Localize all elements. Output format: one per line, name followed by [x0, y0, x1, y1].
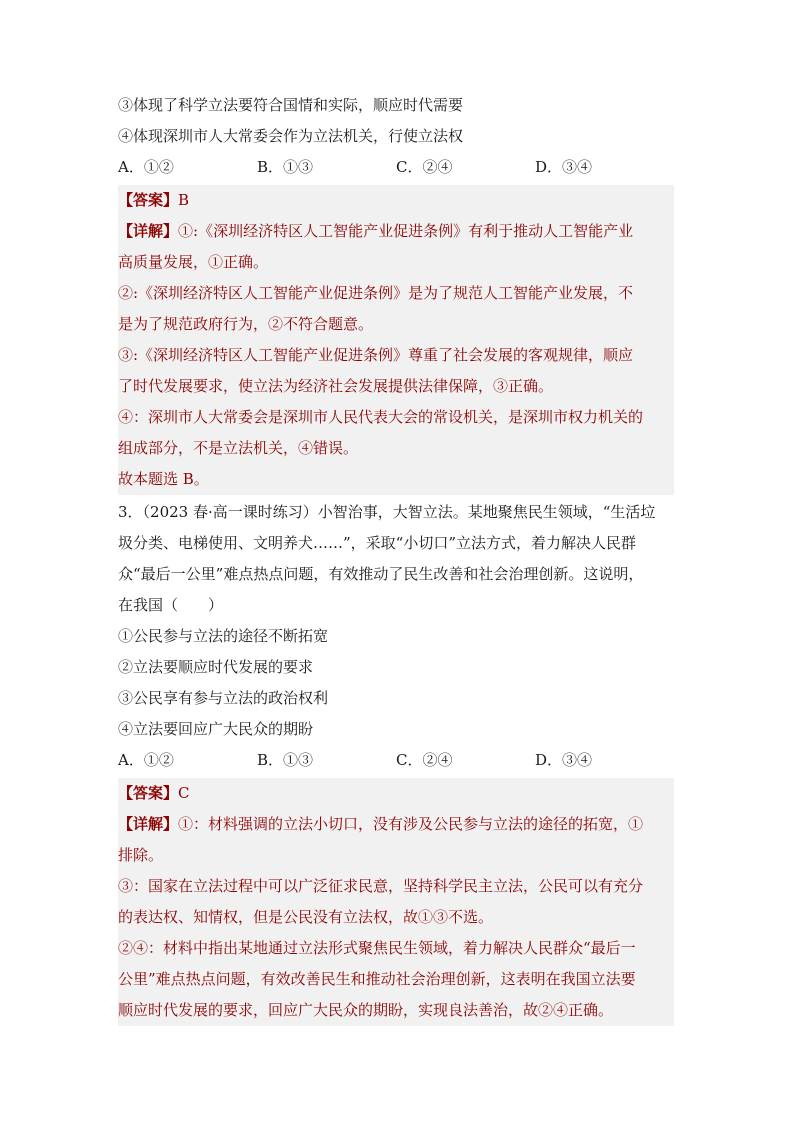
detail-line: 了时代发展要求，使立法为经济社会发展提供法律保障，③正确。 [118, 377, 554, 395]
answer-tag: 【答案】 [118, 191, 179, 209]
detail-tag: 【详解】 [118, 222, 179, 240]
option-c: C．②④ [396, 158, 453, 176]
option-a: A．①② [118, 751, 174, 769]
option-b: B．①③ [257, 751, 314, 769]
detail-line: 高质量发展，①正确。 [118, 253, 269, 271]
detail-line [118, 216, 674, 247]
option-c: C．②④ [396, 751, 453, 769]
detail-line: 是为了规范政府行为，②不符合题意。 [118, 315, 374, 333]
detail-line: 的表达权、知情权，但是公民没有立法权，故①③不选。 [118, 908, 494, 926]
answer-line [118, 185, 674, 216]
detail-line: 组成部分，不是立法机关，④错误。 [118, 439, 359, 457]
option-d: D．③④ [535, 158, 593, 176]
answer-value: C [178, 784, 190, 802]
detail-line: ③：国家在立法过程中可以广泛征求民意，坚持科学民主立法，公民可以有充分 [118, 877, 644, 895]
statement-4: ④立法要回应广大民众的期盼 [118, 720, 314, 738]
statement-2: ②立法要顺应时代发展的要求 [118, 658, 314, 676]
question-stem: 3．（2023 春·高一课时练习）小智治事，大智立法。某地聚焦民生领域，“生活垃 [118, 503, 656, 521]
detail-line: 排除。 [118, 846, 164, 864]
option-b: B．①③ [257, 158, 314, 176]
detail-tag: 【详解】 [118, 815, 179, 833]
question-stem: 圾分类、电梯使用、文明养犬……”，采取“小切口”立法方式，着力解决人民群 [118, 534, 637, 552]
detail-line: ②④：材料中指出某地通过立法形式聚焦民生领域，着力解决人民群众“最后一 [118, 939, 636, 957]
option-a: A．①② [118, 158, 174, 176]
answer-tag: 【答案】 [118, 784, 179, 802]
options-row [118, 745, 674, 776]
answer-block [118, 185, 674, 495]
statement-3: ③公民享有参与立法的政治权利 [118, 689, 329, 707]
detail-text: ①：材料强调的立法小切口，没有涉及公民参与立法的途径的拓宽，① [178, 815, 644, 833]
detail-line: 顺应时代发展的要求，回应广大民众的期盼，实现良法善治，故②④正确。 [118, 1001, 614, 1019]
detail-line: 公里”难点热点问题，有效改善民生和推动社会治理创新，这表明在我国立法要 [118, 970, 636, 988]
answer-value: B [178, 191, 190, 209]
options-row [118, 152, 674, 183]
statement-4: ④体现深圳市人大常委会作为立法机关，行使立法权 [118, 127, 464, 145]
answer-block [118, 778, 674, 1026]
option-d: D．③④ [535, 751, 593, 769]
answer-line [118, 778, 674, 809]
detail-line: ③:《深圳经济特区人工智能产业促进条例》尊重了社会发展的客观规律，顺应 [118, 346, 634, 364]
statement-1: ①公民参与立法的途径不断拓宽 [118, 627, 329, 645]
document-page [118, 90, 674, 1028]
statement-3: ③体现了科学立法要符合国情和实际，顺应时代需要 [118, 96, 464, 114]
question-stem: 众“最后一公里”难点热点问题，有效推动了民生改善和社会治理创新。这说明， [118, 565, 644, 583]
detail-line: ④：深圳市人大常委会是深圳市人民代表大会的常设机关，是深圳市权力机关的 [118, 408, 644, 426]
detail-line [118, 809, 674, 840]
detail-text: ①:《深圳经济特区人工智能产业促进条例》有利于推动人工智能产业 [178, 222, 634, 240]
question-stem: 在我国（ ） [118, 596, 224, 614]
conclusion-line: 故本题选 B。 [118, 470, 209, 488]
detail-line: ②:《深圳经济特区人工智能产业促进条例》是为了规范人工智能产业发展，不 [118, 284, 634, 302]
